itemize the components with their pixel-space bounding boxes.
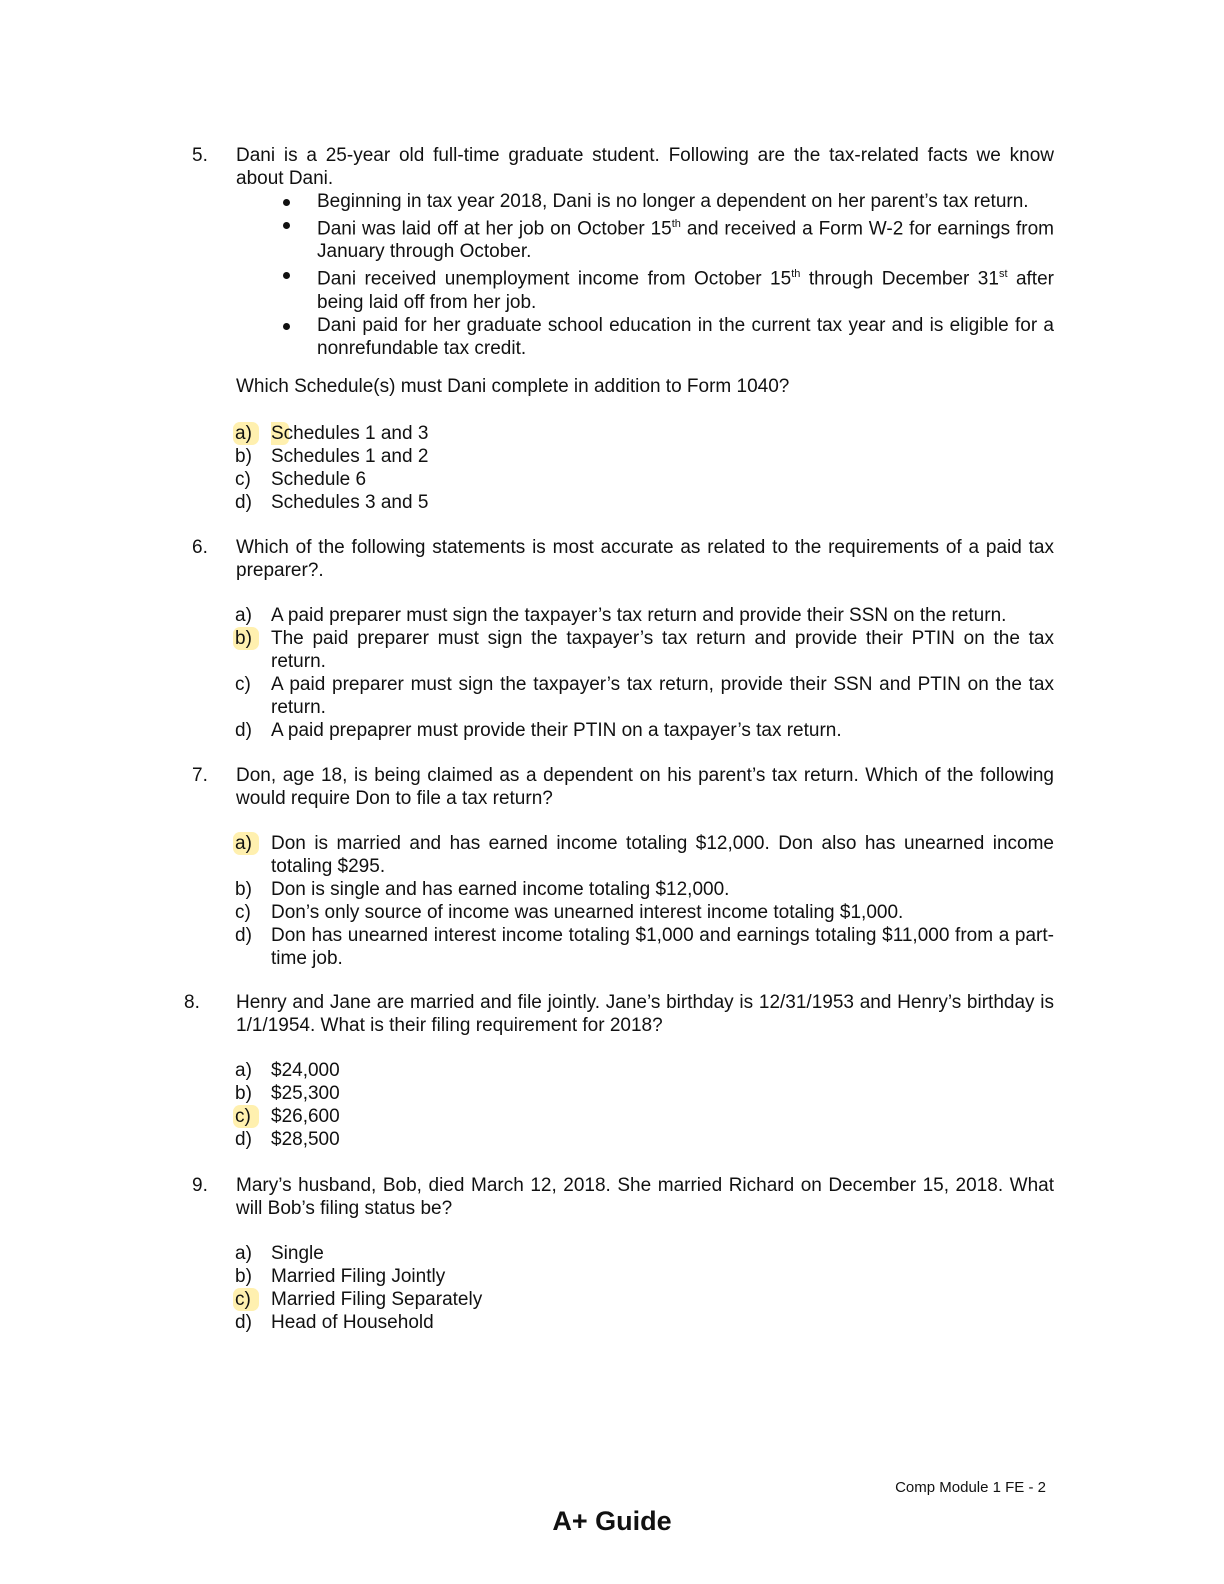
option-letter: a) <box>233 422 259 445</box>
bullet-icon <box>283 199 290 206</box>
option-letter: d) <box>235 1312 252 1333</box>
question-number: 8. <box>184 992 200 1013</box>
option-letter: a) <box>235 605 252 626</box>
option-letter: d) <box>235 925 252 946</box>
answer-option-a[interactable]: a) $24,000 <box>235 1060 340 1081</box>
option-letter: d) <box>235 720 252 741</box>
fact-item: Dani received unemployment income from October 15th through December 31st after being laid off from her job. <box>278 263 1054 313</box>
answer-option-d[interactable]: d) $28,500 <box>235 1129 340 1150</box>
answer-option-b[interactable]: b) Don is single and has earned income totaling $12,000. <box>235 879 730 900</box>
answer-option-d[interactable]: d) Head of Household <box>235 1312 434 1333</box>
option-letter: c) <box>235 902 251 923</box>
question-number: 7. <box>192 765 208 786</box>
question-stem: Mary’s husband, Bob, died March 12, 2018. She married Richard on December 15, 2018. What will Bob’s filing status be? <box>236 1175 1054 1219</box>
question-prompt: Which Schedule(s) must Dani complete in addition to Form 1040? <box>236 376 790 397</box>
answer-option-a[interactable]: a) Schedules 1 and 3 <box>235 423 429 444</box>
answer-options <box>233 604 1054 742</box>
fact-item: Beginning in tax year 2018, Dani is no longer a dependent on her parent’s tax return. <box>278 190 1054 213</box>
option-letter: b) <box>235 879 252 900</box>
option-letter: b) <box>235 446 252 467</box>
answer-option-b[interactable]: b) The paid preparer must sign the taxpayer’s tax return and provide their PTIN on the tax return. <box>235 628 1054 672</box>
question-stem: Dani is a 25-year old full-time graduate student. Following are the tax-related facts we know about Dani. <box>236 145 1054 189</box>
answer-option-c[interactable]: c) Schedule 6 <box>235 469 367 490</box>
option-letter: b) <box>235 1266 252 1287</box>
bullet-icon <box>283 222 290 229</box>
question-number: 6. <box>192 537 208 558</box>
option-letter: b) <box>233 627 259 650</box>
option-letter: c) <box>235 674 251 695</box>
answer-options <box>233 422 1054 514</box>
option-letter: c) <box>233 1288 259 1311</box>
answer-option-a[interactable]: a) A paid preparer must sign the taxpayer’s tax return and provide their SSN on the return. <box>235 605 1007 626</box>
option-letter: d) <box>235 492 252 513</box>
answer-option-c[interactable]: c) Married Filing Separately <box>235 1289 483 1310</box>
answer-option-a[interactable]: a) Single <box>235 1243 324 1264</box>
answer-option-a[interactable]: a) Don is married and has earned income totaling $12,000. Don also has unearned income totaling $295. <box>235 833 1054 877</box>
bullet-icon <box>283 272 290 279</box>
question-stem: Henry and Jane are married and file jointly. Jane’s birthday is 12/31/1953 and Henry’s birthday is 1/1/1954. What is their filing requirement for 2018? <box>236 992 1054 1036</box>
answer-options <box>233 1242 1054 1334</box>
option-letter: c) <box>233 1105 259 1128</box>
fact-list <box>278 190 1054 360</box>
brand-watermark: A+ Guide <box>552 1506 672 1536</box>
answer-options <box>233 832 1054 970</box>
answer-option-d[interactable]: d) A paid prepaprer must provide their PTIN on a taxpayer’s tax return. <box>235 720 842 741</box>
option-letter: b) <box>235 1083 252 1104</box>
answer-option-b[interactable]: b) $25,300 <box>235 1083 340 1104</box>
question-stem: Which of the following statements is most accurate as related to the requirements of a paid tax preparer?. <box>236 537 1054 581</box>
question-number: 9. <box>192 1175 208 1196</box>
answer-option-c[interactable]: c) A paid preparer must sign the taxpayer’s tax return, provide their SSN and PTIN on the tax return. <box>235 674 1054 718</box>
page-footer: Comp Module 1 FE - 2 <box>895 1479 1046 1496</box>
bullet-icon <box>283 323 290 330</box>
question-number: 5. <box>192 145 208 166</box>
answer-options <box>233 1059 1054 1151</box>
answer-option-b[interactable]: b) Married Filing Jointly <box>235 1266 446 1287</box>
answer-option-c[interactable]: c) Don’s only source of income was unearned interest income totaling $1,000. <box>235 902 904 923</box>
answer-option-d[interactable]: d) Don has unearned interest income totaling $1,000 and earnings totaling $11,000 from a part-time job. <box>235 925 1054 969</box>
option-letter: a) <box>235 1243 252 1264</box>
option-letter: d) <box>235 1129 252 1150</box>
option-letter: a) <box>235 1060 252 1081</box>
answer-option-d[interactable]: d) Schedules 3 and 5 <box>235 492 429 513</box>
fact-item: Dani was laid off at her job on October 15th and received a Form W-2 for earnings from January through October. <box>278 213 1054 263</box>
option-letter: a) <box>233 832 259 855</box>
answer-option-c[interactable]: c) $26,600 <box>235 1106 340 1127</box>
answer-option-b[interactable]: b) Schedules 1 and 2 <box>235 446 429 467</box>
fact-item: Dani paid for her graduate school education in the current tax year and is eligible for a nonrefundable tax credit. <box>278 314 1054 360</box>
question-stem: Don, age 18, is being claimed as a dependent on his parent’s tax return. Which of the following would require Don to file a tax return? <box>236 765 1054 809</box>
option-letter: c) <box>235 469 251 490</box>
